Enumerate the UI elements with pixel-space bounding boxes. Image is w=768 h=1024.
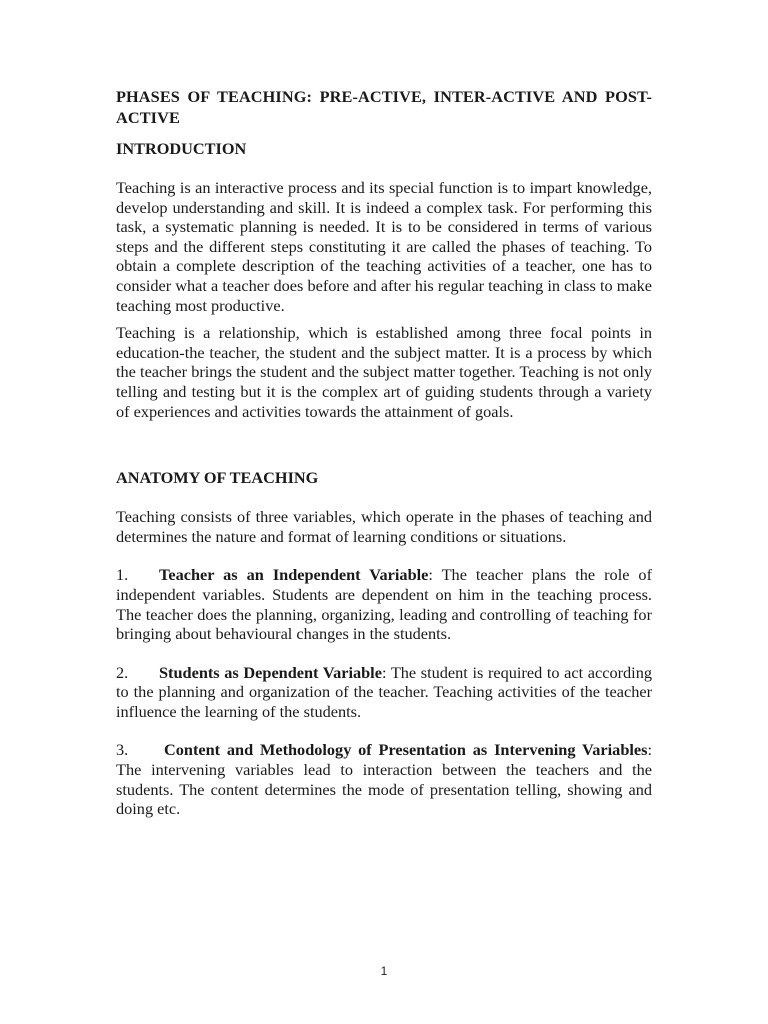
- list-item-number: 3.: [116, 740, 129, 760]
- document-title: PHASES OF TEACHING: PRE-ACTIVE, INTER-ACTIVE AND POST-ACTIVE: [116, 87, 652, 127]
- list-item: [116, 740, 652, 818]
- page-number: 1: [380, 964, 388, 978]
- list-item-term: Students as Dependent Variable: [159, 662, 382, 682]
- list-item-term: Content and Methodology of Presentation as Intervening Variables: [164, 740, 648, 760]
- list-item-text: : The teacher plans the role of independent variables. Students are dependent on him in the teaching process. The teacher does the planning, organizing, leading and controlling of teaching for bringing about behavioural changes in the students.: [116, 565, 652, 644]
- list-item-text: : The student is required to act according to the planning and organization of the teacher. Teaching activities of the teacher influence the learning of the students.: [116, 662, 652, 721]
- introduction-heading: INTRODUCTION: [116, 139, 247, 158]
- list-item: [116, 663, 652, 722]
- intro-paragraph-1: Teaching is an interactive process and its special function is to impart knowledge, develop understanding and skill. It is indeed a complex task. For performing this task, a systematic planning is needed. It is to be considered in terms of various steps and the different steps constituting it are called the phases of teaching. To obtain a complete description of the teaching activities of a teacher, one has to consider what a teacher does before and after his regular teaching in class to make teaching most productive.: [116, 178, 652, 315]
- list-item-number: 1.: [116, 565, 129, 585]
- anatomy-paragraph: Teaching consists of three variables, which operate in the phases of teaching and determines the nature and format of learning conditions or situations.: [116, 507, 652, 546]
- list-item-term: Teacher as an Independent Variable: [159, 565, 429, 585]
- intro-paragraph-2: Teaching is a relationship, which is established among three focal points in education-the teacher, the student and the subject matter. It is a process by which the teacher brings the student and the subject matter together. Teaching is not only telling and testing but it is the complex art of guiding students through a variety of experiences and activities towards the attainment of goals.: [116, 323, 652, 421]
- document-page: [116, 86, 652, 819]
- anatomy-heading: ANATOMY OF TEACHING: [116, 468, 319, 488]
- list-item-number: 2.: [116, 662, 129, 682]
- list-item: [116, 565, 652, 643]
- list-item-text: : The intervening variables lead to interaction between the teachers and the students. The content determines the mode of presentation telling, showing and doing etc.: [116, 740, 652, 819]
